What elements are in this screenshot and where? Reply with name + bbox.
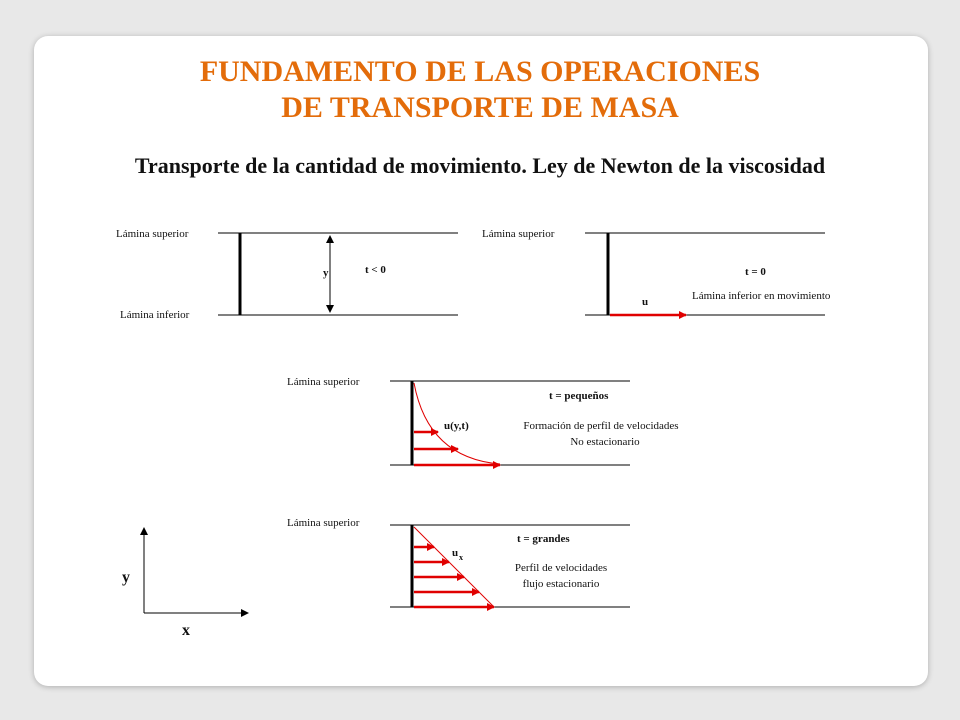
subtitle: Transporte de la cantidad de movimiento. Ley de Newton de la viscosidad	[134, 153, 826, 178]
title-line-1: FUNDAMENTO DE LAS OPERACIONES	[199, 55, 761, 88]
profile-subscript: x	[459, 553, 463, 562]
top-plate-label: Lámina superior	[287, 517, 360, 529]
coordinate-axes	[122, 528, 248, 639]
description-line-1: Formación de perfil de velocidades	[523, 420, 679, 432]
velocity-label: u	[642, 296, 649, 308]
panel-c	[287, 376, 679, 465]
title-line-2: DE TRANSPORTE DE MASA	[281, 91, 679, 124]
linear-velocity-profile	[414, 527, 494, 607]
description-line-1: Perfil de velocidades	[514, 562, 608, 574]
x-axis-label: x	[182, 622, 190, 639]
time-label: t = grandes	[517, 533, 570, 545]
top-plate-label: Lámina superior	[116, 228, 189, 240]
time-label: t = pequeños	[549, 390, 609, 402]
top-plate-label: Lámina superior	[482, 228, 555, 240]
gap-label: y	[323, 267, 329, 279]
description-line-2: No estacionario	[570, 436, 640, 448]
motion-label: Lámina inferior en movimiento	[692, 290, 831, 302]
profile-label: u(y,t)	[444, 420, 469, 432]
panel-a	[116, 228, 458, 321]
y-axis-label: y	[122, 569, 130, 586]
panel-b	[482, 228, 831, 315]
top-plate-label: Lámina superior	[287, 376, 360, 388]
panel-d	[287, 517, 630, 607]
profile-label: u	[452, 547, 459, 559]
bottom-plate-label: Lámina inferior	[120, 309, 190, 321]
time-label: t = 0	[745, 266, 766, 278]
time-label: t < 0	[365, 264, 386, 276]
description-line-2: flujo estacionario	[522, 578, 600, 590]
